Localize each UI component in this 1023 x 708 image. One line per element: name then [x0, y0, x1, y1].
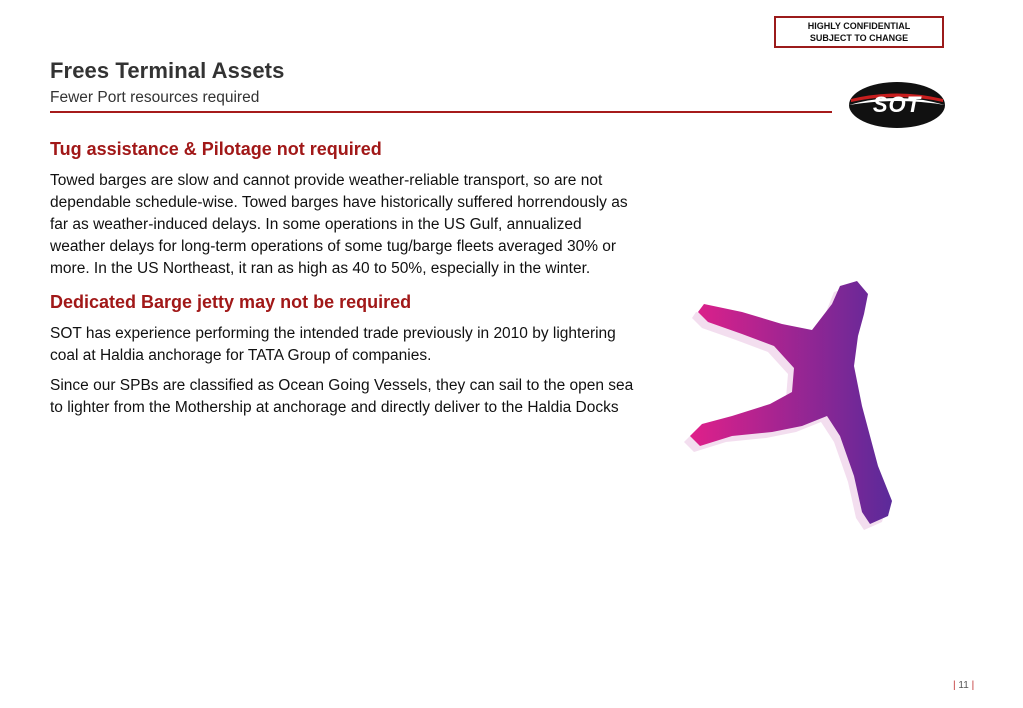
section-paragraph: Towed barges are slow and cannot provide weather-reliable transport, so are not dependable schedule-wise. Towed barges have historically suffered horrendously as far as weather-induced delays. In some operations in the US Gulf, annualized weather delays for long-term operations of some tug/barge fleets averaged 30% or more. In the US Northeast, it ran as high as 40 to 50%, especially in the winter. — [50, 172, 628, 277]
logo-text: SOT — [872, 92, 922, 117]
section-paragraph: SOT has experience performing the intended trade previously in 2010 by lightering coal at Haldia anchorage for TATA Group of companies. — [50, 325, 616, 364]
page-title: Frees Terminal Assets — [50, 58, 285, 83]
confidential-line-2: SUBJECT TO CHANGE — [809, 33, 909, 43]
leaping-figure-image — [680, 278, 910, 558]
section-heading-tug: Tug assistance & Pilotage not required — [50, 139, 382, 159]
section-paragraph: Since our SPBs are classified as Ocean Going Vessels, they can sail to the open sea to lighter from the Mothership at anchorage and directly deliver to the Haldia Docks — [50, 377, 634, 416]
header-divider — [50, 111, 832, 113]
page-subtitle: Fewer Port resources required — [50, 89, 260, 106]
sot-logo — [847, 80, 947, 130]
confidential-badge — [774, 16, 944, 48]
section-heading-jetty: Dedicated Barge jetty may not be required — [50, 292, 412, 312]
main-content — [50, 139, 640, 427]
confidential-line-1: HIGHLY CONFIDENTIAL — [807, 21, 911, 31]
page-number-value: 11 — [958, 680, 969, 691]
page-number: | 11 | — [953, 680, 975, 691]
